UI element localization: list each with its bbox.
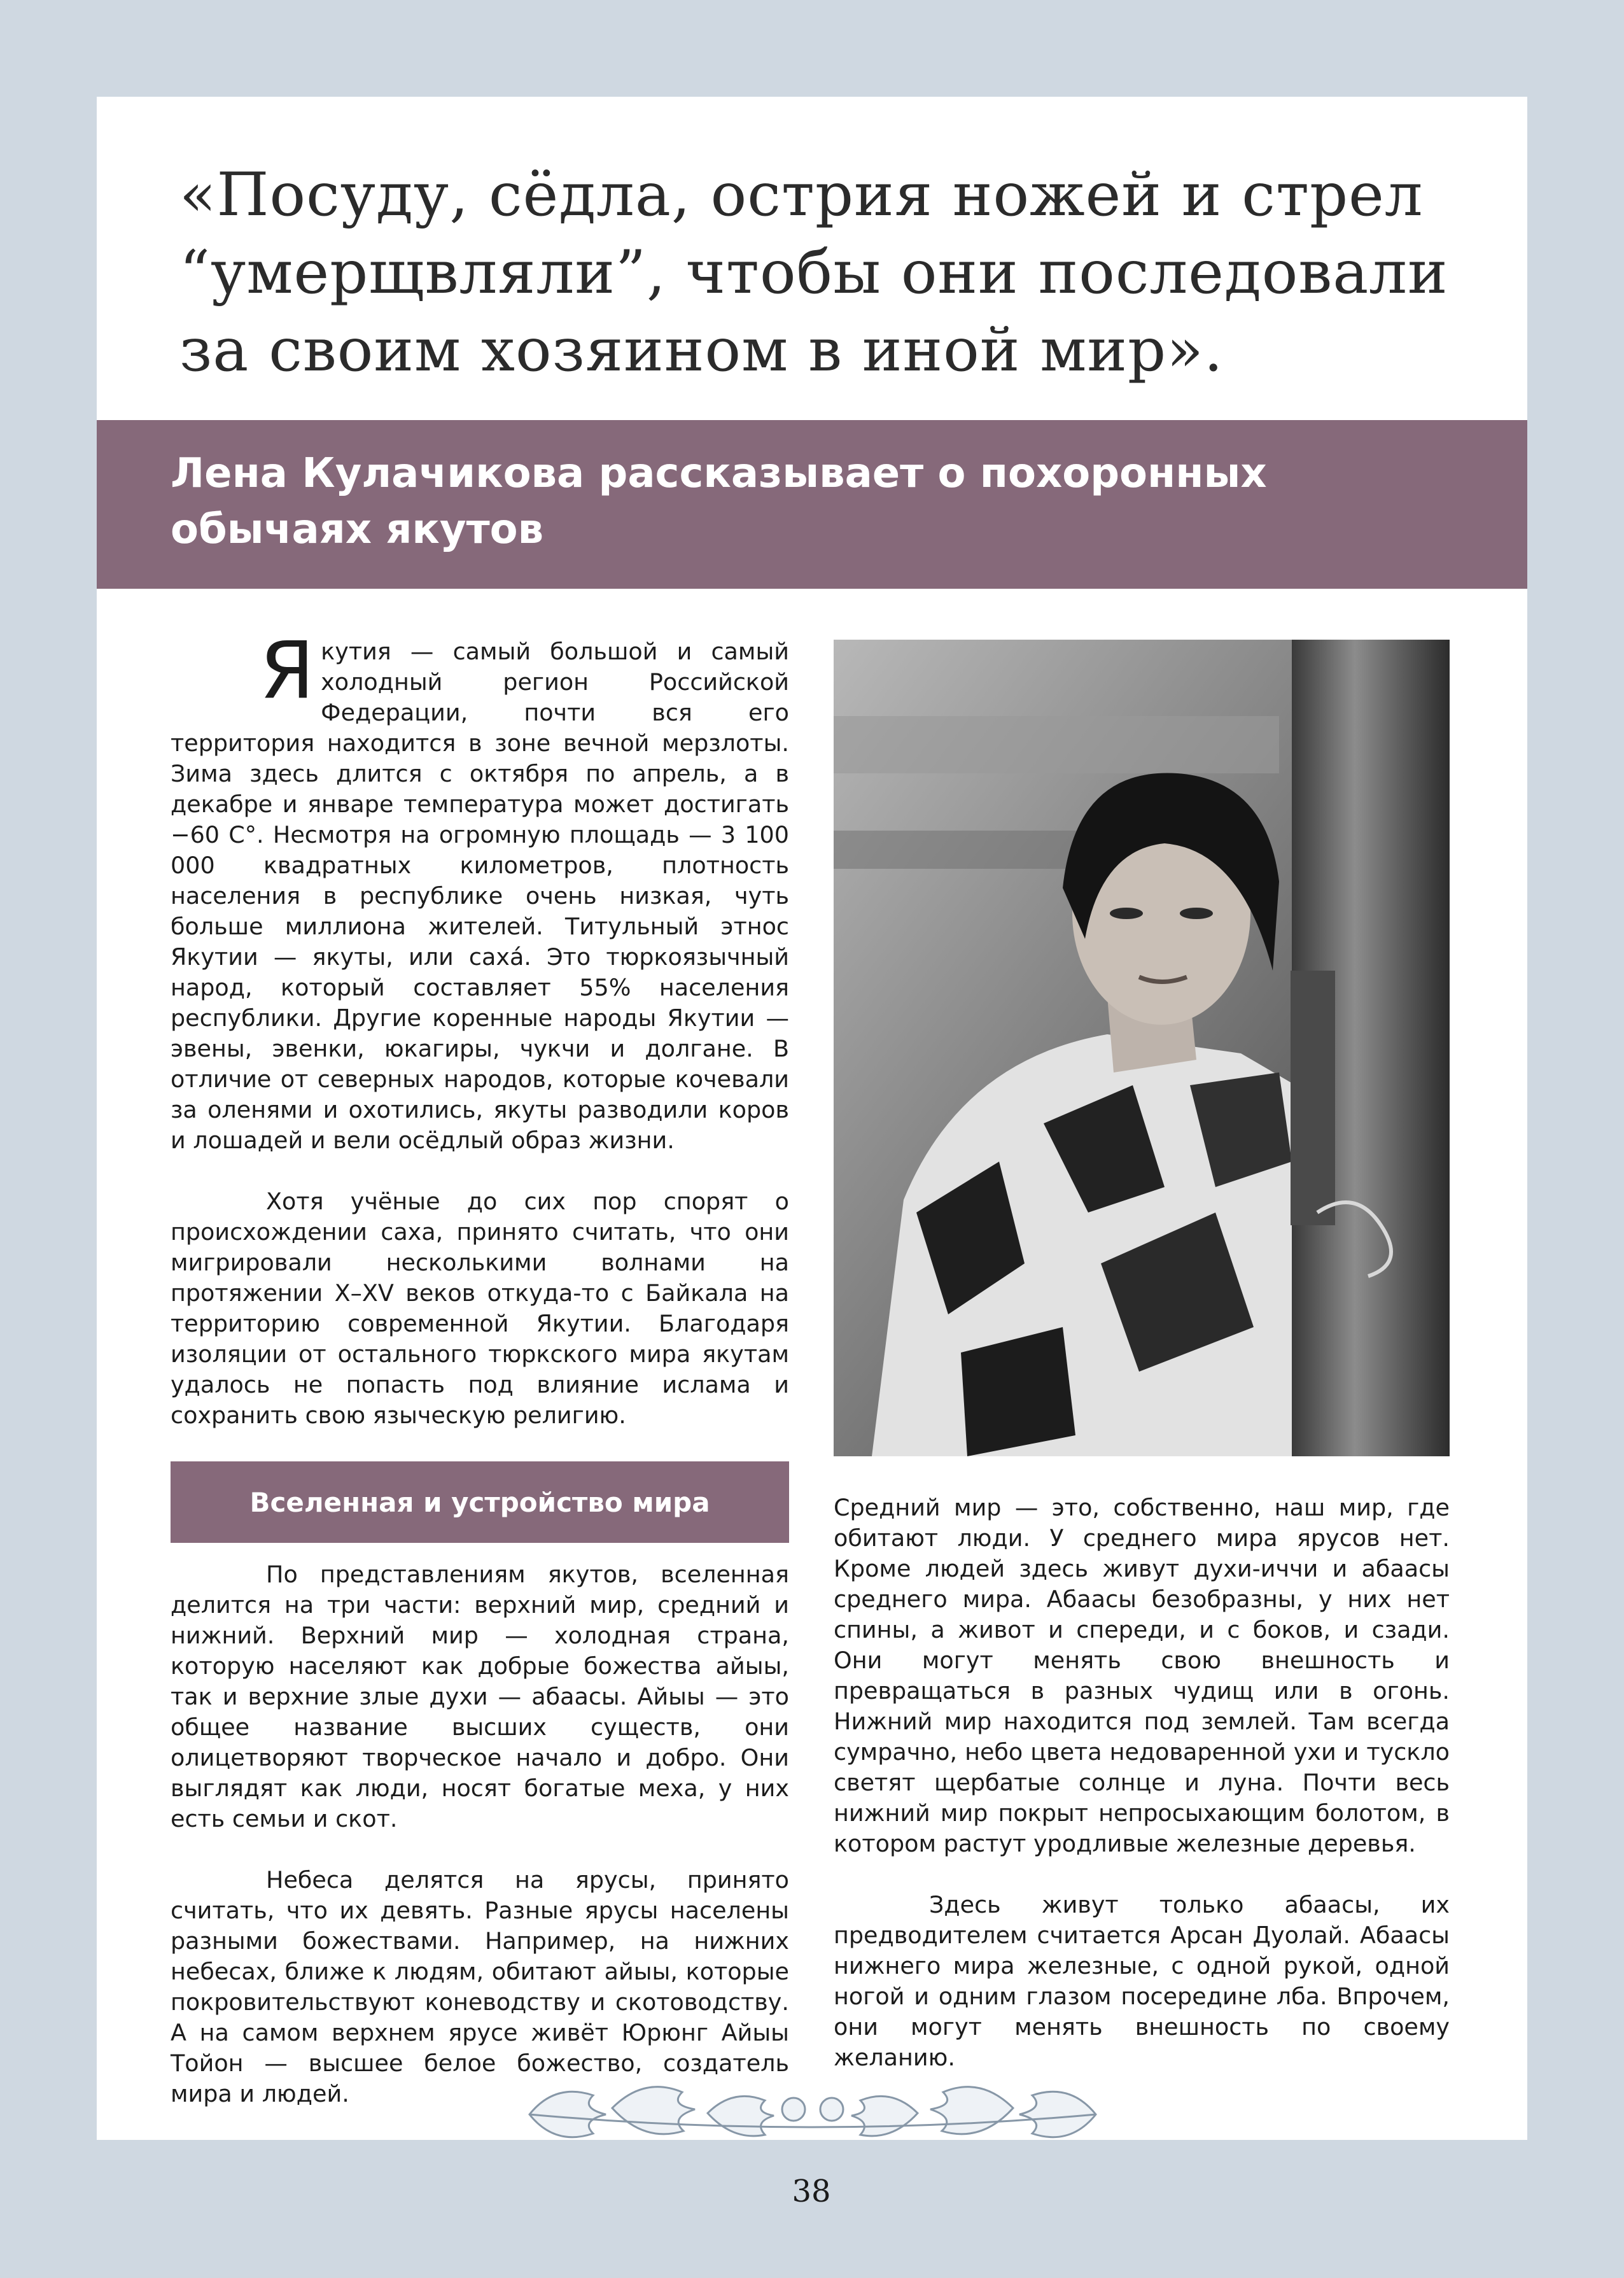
section-subheading: [171, 1461, 789, 1543]
portrait-photo: [834, 640, 1450, 1456]
heavens-paragraph: Небеса делятся на ярусы, принято считать, что их девять. Разные ярусы населены разными божествами. Например, на нижних небесах, ближе к людям, обитают айыы, которые покровительствуют коневодству и скотоводству. А на самом верхнем ярусе живёт Юрюнг Айыы Тойон — высшее белое божество, создатель мира и людей.: [171, 1866, 789, 2107]
portrait-photo-icon: [834, 640, 1450, 1456]
oak-leaf-ornament-icon: [517, 2070, 1109, 2149]
article-headline: [171, 446, 1443, 558]
middle-world-paragraph: Средний мир — это, собственно, наш мир, где обитают люди. У среднего мира ярусов нет. Кроме людей здесь живут духи-иччи и абаасы среднего мира. Абаасы безобразны, у них нет спины, а живот и спереди, и с боков, и сзади. Они могут менять свою внешность и превращаться в разных чудищ или в огонь. Нижний мир находится под землей. Там всегда сумрачно, небо цвета недоваренной ухи и тускло светят щербатые солнце и луна. Почти весь нижний мир покрыт непросыхающим болотом, в котором растут уродливые железные деревья.: [834, 1494, 1450, 1857]
section-subheading-text: Вселенная и устройство мира: [249, 1486, 710, 1518]
left-column-bottom: [171, 1559, 789, 2109]
page-number: 38: [792, 2174, 831, 2209]
intro-text: кутия — самый большой и самый холодный регион Российской Федерации, почти вся его территория находится в зоне вечной мерзлоты. Зима здесь длится с октября по апрель, а в декабре и январе температура может достигать −60 С°. Несмотря на огромную площадь — 3 100 000 квадратных километров, плотность населения в республике очень низкая, чуть больше миллиона жителей. Титульный этнос Якутии — якуты, или саха́. Это тюркоязычный народ, который составляет 55% населения республики. Другие коренные народы Якутии — эвены, эвенки, юкагиры, чукчи и долгане. В отличие от северных народов, которые кочевали за оленями и охотились, якуты разводили коров и лошадей и вели осёдлый образ жизни.: [171, 638, 789, 1154]
universe-paragraph: По представлениям якутов, вселенная делится на три части: верхний мир, средний и нижний. Верхний мир — холодная страна, которую населяют как добрые божества айыы, так и верхние злые духи — абаасы. Айыы — это общее название высших существ, они олицетворяют творческое начало и добро. Они выглядят как люди, носят богатые меха, у них есть семьи и скот.: [171, 1561, 789, 1832]
headline-line: Лена Кулачикова рассказывает о похоронных: [171, 450, 1267, 497]
pull-quote-line: «Посуду, сёдла, острия ножей и стрел: [179, 160, 1424, 230]
pull-quote-line: “умерщвляли”, чтобы они последовали: [179, 238, 1448, 307]
intro-paragraph: [171, 625, 789, 1156]
pull-quote: [179, 157, 1465, 390]
pull-quote-line: за своим хозяином в иной мир».: [179, 316, 1224, 385]
origins-paragraph: Хотя учёные до сих пор спорят о происхождении саха, принято считать, что они мигрировали несколькими волнами на протяжении X–XV веков откуда-то с Байкала на территорию современной Якутии. Благодаря изоляции от остального тюркского мира якутам удалось не попасть под влияние ислама и сохранить свою языческую религию.: [171, 1188, 789, 1429]
abaasy-paragraph: Здесь живут только абаасы, их предводителем считается Арсан Дуолай. Абаасы нижнего мира железные, с одной рукой, одной ногой и одним глазом посередине лба. Впрочем, они могут менять внешность по своему желанию.: [834, 1891, 1450, 2071]
right-column: [834, 1493, 1450, 2073]
headline-line: обычаях якутов: [171, 506, 544, 553]
oak-leaf-ornament: [517, 2070, 1109, 2149]
left-column-top: [171, 625, 789, 1431]
drop-cap: Я: [260, 625, 315, 717]
